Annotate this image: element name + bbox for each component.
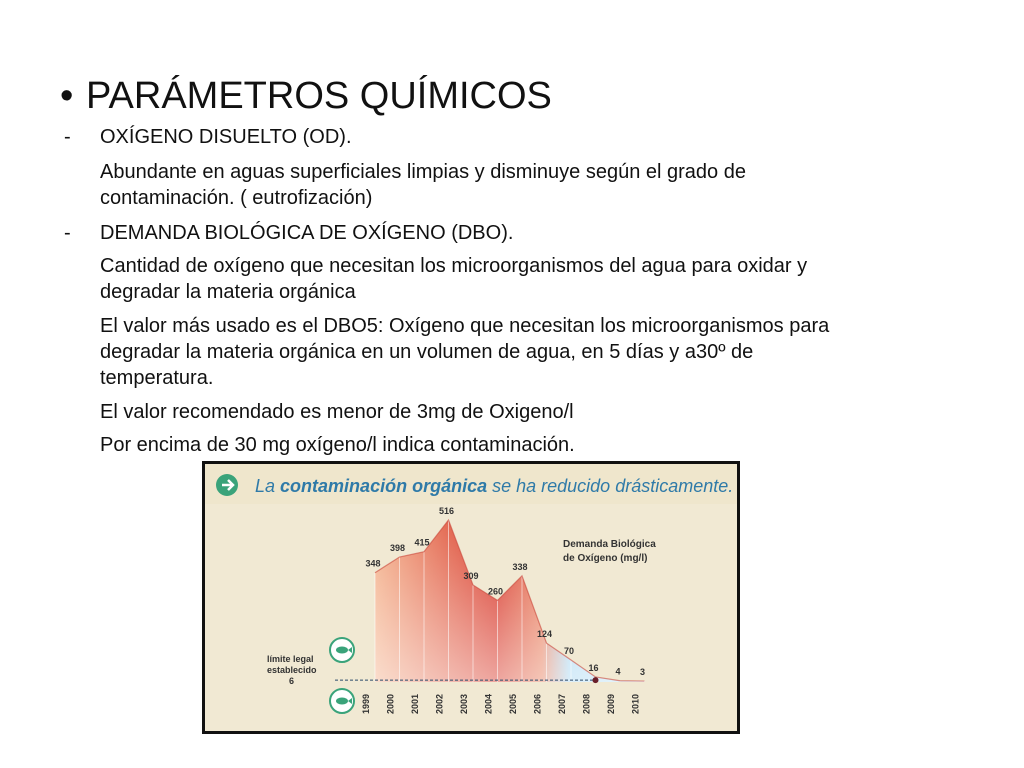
value-label: 16	[588, 662, 599, 673]
chart-title	[255, 476, 733, 496]
value-label: 415	[414, 537, 430, 548]
chart-svg	[205, 464, 737, 731]
x-tick-label: 2002	[434, 693, 445, 714]
x-tick-label: 2007	[557, 693, 567, 714]
value-label: 124	[536, 629, 553, 640]
series-label-2: de Oxígeno (mg/l)	[563, 553, 648, 564]
clean-fish-icon	[330, 638, 354, 662]
x-axis	[361, 694, 641, 714]
value-label: 348	[365, 558, 381, 569]
dbo-line-3: El valor más usado es el DBO5: Oxígeno que necesitan los microorganismos para	[100, 315, 830, 337]
x-tick-label: 2006	[532, 693, 543, 714]
value-label: 338	[512, 561, 528, 572]
value-label: 516	[438, 506, 455, 516]
dash-od: -	[64, 126, 71, 148]
slide-title-row	[60, 74, 552, 118]
dbo-line-1: Cantidad de oxígeno que necesitan los microorganismos del agua para oxidar y	[100, 255, 808, 277]
value-label: 70	[563, 646, 575, 657]
limit-label-2: establecido	[267, 665, 317, 675]
value-label: 398	[389, 543, 406, 554]
series-label-1: Demanda Biológica	[563, 539, 656, 550]
dbo-line-5: temperatura.	[100, 367, 214, 389]
dbo-line-4: degradar la materia orgánica en un volumen de agua, en 5 días y a30º de	[100, 341, 754, 363]
od-line-2: contaminación. ( eutrofización)	[100, 187, 373, 209]
heading-od: OXÍGENO DISUELTO (OD).	[100, 126, 352, 148]
x-tick-label: 2009	[606, 693, 616, 714]
slide-title: PARÁMETROS QUÍMICOS	[86, 75, 552, 117]
dash-dbo: -	[64, 222, 71, 244]
title-bullet: •	[60, 75, 74, 117]
x-tick-label: 2003	[459, 693, 469, 714]
value-label: 309	[463, 570, 479, 581]
chart-title-rest: se ha reducido drásticamente.	[492, 476, 734, 496]
x-tick-label: 2010	[630, 693, 641, 714]
dbo-line-6: El valor recomendado es menor de 3mg de Oxigeno/l	[100, 401, 574, 423]
fish-icon	[330, 689, 354, 713]
value-label: 4	[615, 666, 621, 677]
x-tick-label: 2001	[410, 693, 420, 714]
heading-dbo: DEMANDA BIOLÓGICA DE OXÍGENO (DBO).	[100, 222, 514, 244]
limit-marker	[593, 677, 599, 683]
x-tick-label: 2005	[508, 693, 518, 714]
value-label: 260	[487, 586, 504, 597]
chart-title-bold: contaminación orgánica	[280, 476, 488, 496]
value-label: 3	[639, 667, 646, 678]
x-tick-label: 2004	[483, 693, 494, 714]
chart-title-plain: La	[255, 476, 276, 496]
limit-label-1: límite legal	[267, 654, 314, 664]
limit-value: 6	[289, 676, 295, 686]
x-tick-label: 2000	[385, 693, 396, 714]
dbo-line-7: Por encima de 30 mg oxígeno/l indica contaminación.	[100, 434, 575, 456]
dbo-line-2: degradar la materia orgánica	[100, 281, 356, 303]
od-line-1: Abundante en aguas superficiales limpias y disminuye según el grado de	[100, 161, 746, 183]
dbo-chart	[202, 461, 740, 734]
x-tick-label: 1999	[361, 693, 371, 714]
x-tick-label: 2008	[581, 693, 592, 714]
